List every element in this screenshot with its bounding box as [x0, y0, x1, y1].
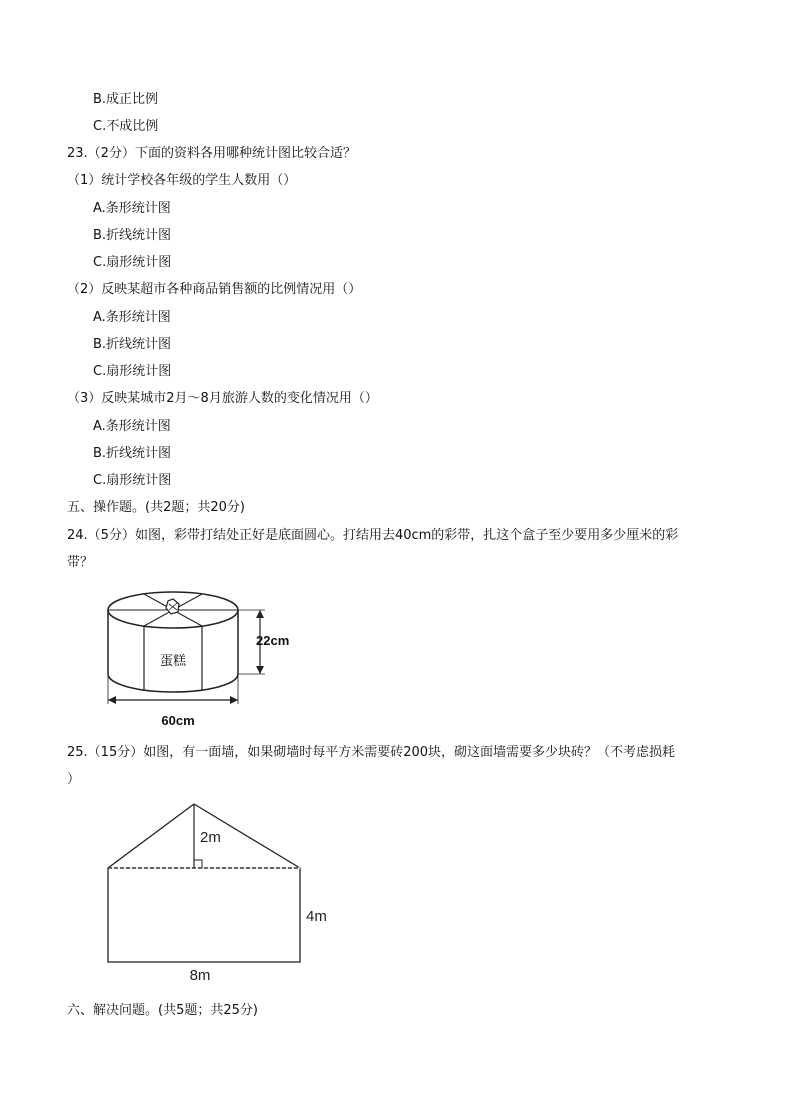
- question-24-line-1: 24.（5分）如图，彩带打结处正好是底面圆心。打结用去40cm的彩带，扎这个盒子至少要用多少厘米的彩: [67, 528, 679, 543]
- question-25-line-2: ）: [67, 772, 81, 787]
- wall-figure: [100, 798, 340, 988]
- section-6-heading: 六、解决问题。(共5题；共25分): [67, 1003, 258, 1018]
- q23-2-option-a: A.条形统计图: [93, 310, 171, 325]
- option-c: C.不成比例: [93, 119, 159, 134]
- question-25-line-1: 25.（15分）如图，有一面墙，如果砌墙时每平方米需要砖200块，砌这面墙需要多少块砖？（不考虑损耗: [67, 745, 676, 760]
- q23-2-option-c: C.扇形统计图: [93, 364, 172, 379]
- q23-3-option-a: A.条形统计图: [93, 419, 171, 434]
- triangle-height-label: 2m: [200, 829, 221, 846]
- option-b: B.成正比例: [93, 92, 159, 107]
- cake-label: 蛋糕: [159, 653, 187, 668]
- question-23: 23.（2分）下面的资料各用哪种统计图比较合适？: [67, 146, 356, 161]
- question-23-1: （1）统计学校各年级的学生人数用（）: [67, 173, 297, 188]
- rect-height-label: 4m: [306, 908, 327, 925]
- q23-1-option-a: A.条形统计图: [93, 201, 171, 216]
- question-24-line-2: 带？: [67, 555, 94, 570]
- question-23-3: （3）反映某城市2月～8月旅游人数的变化情况用（）: [67, 391, 378, 406]
- height-label: 22cm: [256, 633, 290, 648]
- q23-1-option-b: B.折线统计图: [93, 228, 172, 243]
- cake-box-figure: [98, 582, 308, 730]
- question-23-2: （2）反映某超市各种商品销售额的比例情况用（）: [67, 282, 362, 297]
- base-label: 8m: [189, 967, 211, 984]
- q23-2-option-b: B.折线统计图: [93, 337, 172, 352]
- q23-1-option-c: C.扇形统计图: [93, 255, 172, 270]
- width-label: 60cm: [161, 713, 195, 728]
- q23-3-option-b: B.折线统计图: [93, 446, 172, 461]
- q23-3-option-c: C.扇形统计图: [93, 473, 172, 488]
- section-5-heading: 五、操作题。(共2题；共20分): [67, 500, 245, 515]
